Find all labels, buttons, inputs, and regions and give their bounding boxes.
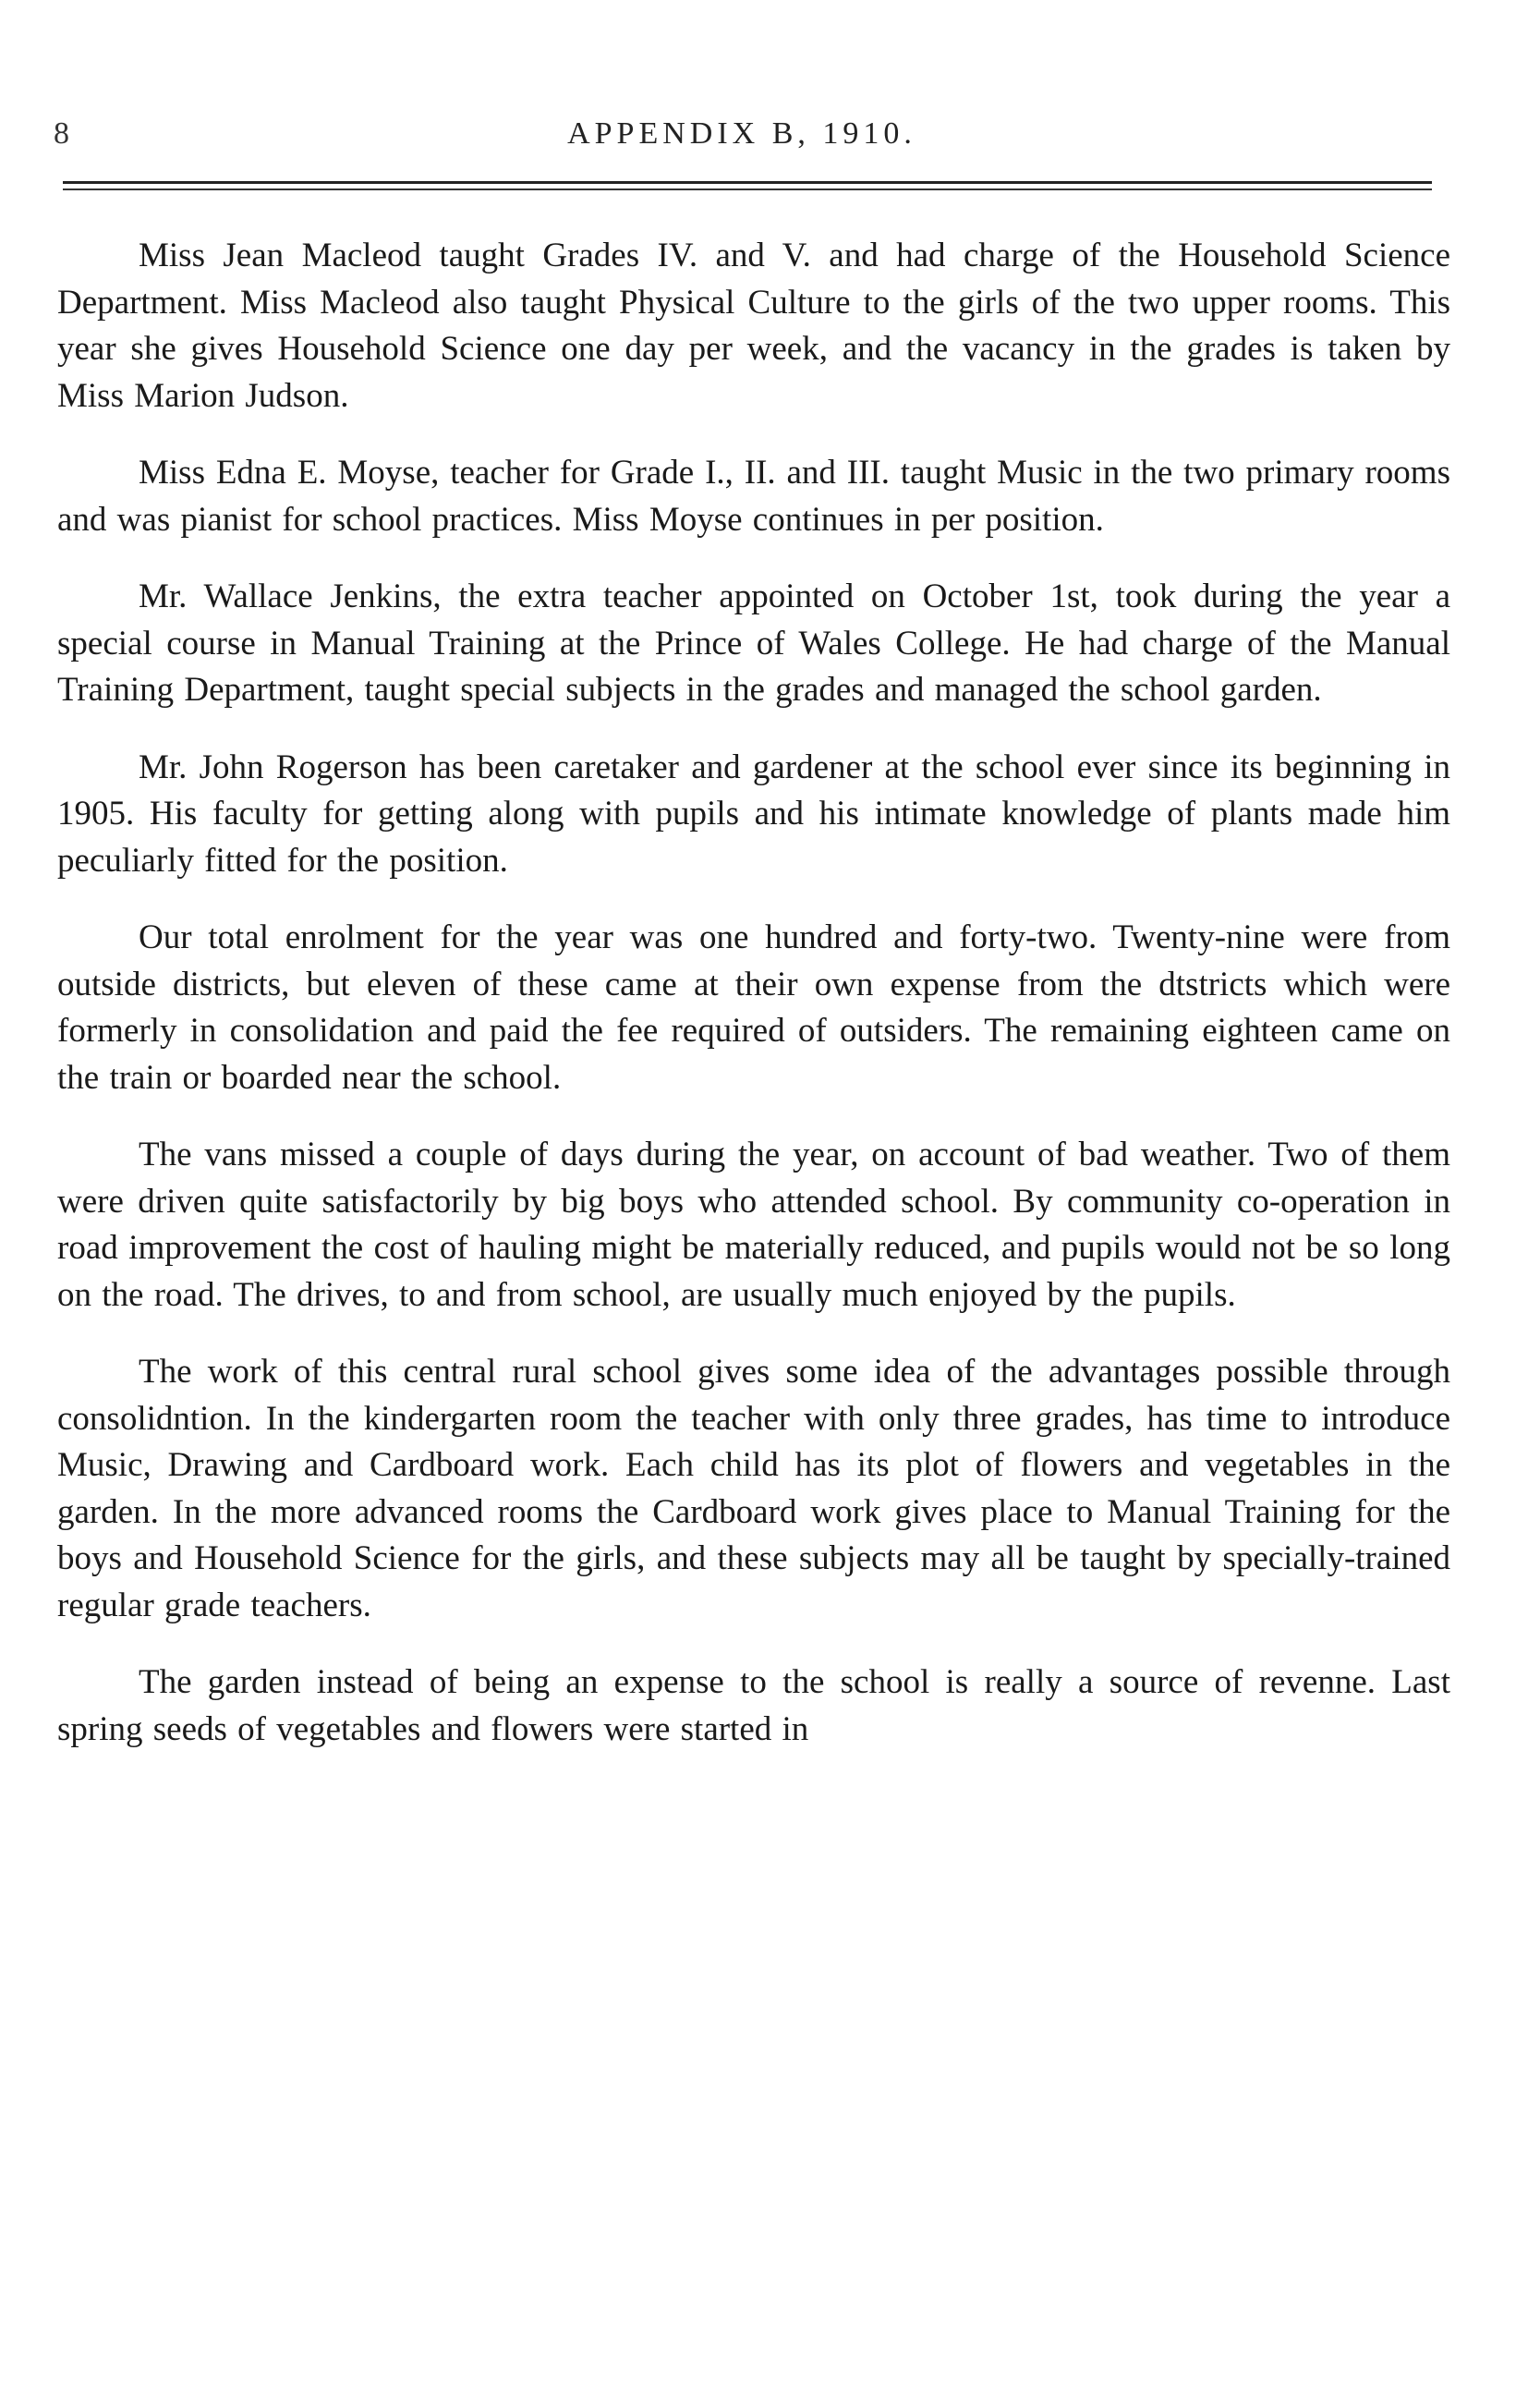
header-title: APPENDIX B, 1910. [567, 116, 916, 151]
paragraph-vans: The vans missed a couple of days during the year, on account of bad weather. Two of them were driven quite satisfactorily by big boys who attended school. By community co-operation in road improvement the cost of hauling might be materially reduced, and pupils would not be so long on the road. The drives, to and from school, are usually much enjoyed by the pupils. [57, 1136, 1450, 1314]
paragraph-staff-macleod: Miss Jean Macleod taught Grades IV. and V. and had charge of the Household Science Department. Miss Macleod also taught Physical Culture to the girls of the two upper rooms. This year she gives Household Science one day per week, and the vacancy in the grades is taken by Miss Marion Judson. [57, 237, 1450, 415]
paragraph-consolidation: The work of this central rural school gives some idea of the advantages possible through consolidntion. In the kindergarten room the teacher with only three grades, has time to introduce Music, Drawing and Cardboard work. Each child has its plot of flowers and vegetables in the garden. In the more advanced rooms the Cardboard work gives place to Manual Training for the boys and Household Science for the girls, and these subjects may all be taught by specially-trained regular grade teachers. [57, 1353, 1450, 1624]
running-header [54, 116, 1430, 163]
header-rule-thin [63, 188, 1432, 190]
paragraph-garden: The garden instead of being an expense to the school is really a source of revenne. Last spring seeds of vegetables and flowers were started in [57, 1663, 1450, 1748]
paragraph-enrolment: Our total enrolment for the year was one hundred and forty-two. Twenty-nine were from outside districts, but eleven of these came at their own expense from the dtstricts which were formerly in consolidation and paid the fee required of outsiders. The remaining eighteen came on the train or boarded near the school. [57, 918, 1450, 1097]
paragraph-staff-rogerson: Mr. John Rogerson has been caretaker and gardener at the school ever since its beginning in 1905. His faculty for getting along with pupils and his intimate knowledge of plants made him peculiarly fitted for the position. [57, 748, 1450, 880]
header-rule [63, 181, 1432, 192]
page-number: 8 [54, 116, 71, 151]
paragraph-staff-moyse: Miss Edna E. Moyse, teacher for Grade I., II. and III. taught Music in the two primary rooms and was pianist for school practices. Miss Moyse continues in per position. [57, 454, 1450, 539]
header-rule-thick [63, 181, 1432, 184]
paragraph-staff-jenkins: Mr. Wallace Jenkins, the extra teacher appointed on October 1st, took during the year a special course in Manual Training at the Prince of Wales College. He had charge of the Manual Training Department, taught special subjects in the grades and managed the school garden. [57, 577, 1450, 709]
body-text [57, 233, 1450, 1783]
